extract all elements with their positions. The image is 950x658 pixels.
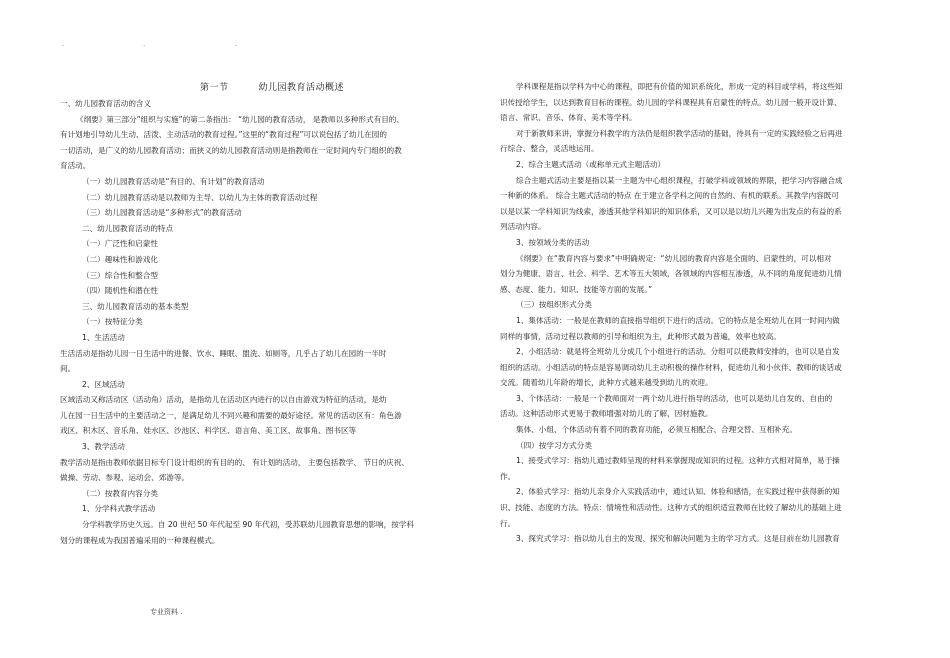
header-mark: . (62, 40, 65, 48)
text-line: 教学活动是指由教师依据目标专门设计组织的有目的的、 有计划的活动， 主要包括教学、 节日的庆祝、 (60, 457, 409, 467)
text-line: 三、幼儿园教育活动的基本类型 (82, 301, 189, 311)
text-line: 感、态度、能力、知识、技能等方面的发展。” (500, 284, 653, 294)
text-line: 行综合、整合，灵活地运用。 (500, 144, 599, 154)
text-line: （三）综合性和整合型 (82, 270, 158, 280)
text-line: （一）幼儿园教育活动是“有目的、有计划”的教育活动 (82, 176, 265, 186)
text-line: 儿在园一日生活中的主要活动之一，是满足幼儿不同兴趣和需要的最好途径。常见的活动区有：角色游 (60, 410, 402, 420)
text-line: 识、技能、态度的方法。特点：情境性和活动性。这种方式的组织适宜教师在比较了解幼儿的基础上进 (500, 503, 842, 513)
text-line: （三）幼儿园教育活动是“多种形式”的教育活动 (82, 208, 242, 218)
text-line: 作。 (500, 471, 516, 481)
text-line: 3、个体活动：一般是一个教师面对一两个幼儿进行指导的活动，也可以是幼儿自发的、自由的 (516, 393, 833, 403)
text-line: 对于新教师来讲，掌握分科教学的方法仍是组织教学活动的基础，待具有一定的实践经验之后再进 (516, 128, 843, 138)
text-line: （三）按组织形式分类 (516, 300, 592, 310)
text-line: 1、生活活动 (82, 332, 125, 342)
text-line: 2、综合主题式活动（或称单元式主题活动） (516, 159, 666, 169)
text-line: 综合主题式活动主要是指以某一主题为中心组织课程，打破学科或领域的界限，把学习内容融合成 (516, 175, 843, 185)
text-line: 戏区、积木区、音乐角、娃水区、沙池区、科学区、语言角、美工区、故事角、图书区等 (60, 426, 357, 436)
text-line: 3、按领域分类的活动 (516, 237, 590, 247)
left-column (60, 96, 480, 548)
text-line: 2、区域活动 (82, 379, 125, 389)
section-number: 第一节 (200, 83, 229, 93)
text-line: 集体、小组、个体活动有着不同的教育功能，必须互相配合、合理交替、互相补充。 (516, 425, 797, 435)
text-line: （二）趣味性和游戏化 (82, 254, 158, 264)
text-line: 2、体验式学习：指幼儿亲身介入实践活动中，通过认知、体验和感悟，在实践过程中获得新的知 (516, 487, 840, 497)
text-line: 《纲要》第三部分“组织与实施”的第二条指出： “幼儿园的教育活动， 是教师以多种形式有目的、 (76, 114, 404, 124)
text-line: 育活动。 (60, 161, 91, 171)
text-line: 划分为健康、语言、社会、科学、艺术等五大领域，各领域的内容相互渗透，从不同的角度促进幼儿情 (500, 269, 842, 279)
right-column (500, 79, 850, 547)
text-line: 识传授给学生，以达到教育目标的课程。幼儿园的学科课程具有启蒙性的特点。幼儿园一般开设计算、 (500, 97, 842, 107)
text-line: （二）按教育内容分类 (82, 488, 158, 498)
header-mark: . (143, 40, 146, 48)
text-line: 语言、常识、音乐、体育、美术等学科。 (500, 113, 637, 123)
text-line: 活动。这种活动形式更易于教师增强对幼儿的了解，因材施教。 (500, 409, 713, 419)
text-line: 做操、劳动、参观、运动会、郊游等。 (60, 473, 190, 483)
text-line: 有计划地引导幼儿生动、活泼、主动活动的教育过程。”这里的“教育过程”可以说包括了幼儿在园的 (60, 130, 387, 140)
text-line: 行。 (500, 518, 516, 528)
text-line: 分学科教学历史久远。自 20 世纪 50 年代起至 90 年代初，受苏联幼儿园教育思想的影响，按学科 (82, 520, 415, 530)
text-line: 生活活动是指幼儿园一日生活中的进餐、饮水、睡眠、盥洗、如厕等，几乎占了幼儿在园的一半时 (60, 348, 387, 358)
text-line: 1、分学科式教学活动 (82, 504, 156, 514)
text-line: 一、幼儿园教育活动的含义 (60, 99, 152, 108)
footer-text: 专业资料 . (150, 608, 183, 616)
text-line: 组织的活动。小组活动的特点是容易调动幼儿主动积极的操作材料，促进幼儿和小伙伴、教师的谈话或 (500, 362, 842, 372)
text-line: （一）按特征分类 (82, 317, 143, 327)
text-line: 列活动内容。 (500, 222, 546, 232)
text-line: （四）按学习方式分类 (516, 440, 592, 450)
text-line: 划分的课程成为我国普遍采用的一种课程模式。 (60, 535, 220, 545)
text-line: 一切活动，是广义的幼儿园教育活动；而狭义的幼儿园教育活动则是指教师在一定时间内专门组织的教 (60, 145, 402, 155)
text-line: 以是以某一学科知识为线索，渗透其他学科知识的知识体系，又可以是以幼儿兴趣为出发点的有益的系 (500, 206, 842, 216)
text-line: 1、集体活动：一般是在教师的直接指导组织下进行的活动。它的特点是全班幼儿在同一时间内做 (516, 315, 840, 325)
text-line: 2、小组活动：就是将全班幼儿分成几个小组进行的活动。分组可以使教师安排的，也可以是自发 (516, 347, 840, 357)
text-line: （一）广泛性和启蒙性 (82, 239, 158, 249)
text-line: 区域活动又称活动区（活动角）活动，是指幼儿在活动区内进行的以自由游戏为特征的活动，是幼 (60, 395, 387, 405)
text-line: 3、教学活动 (82, 442, 125, 452)
text-line: （二）幼儿园教育活动是以教师为主导、以幼儿为主体的教育活动过程 (82, 192, 318, 202)
header-mark: . (235, 40, 238, 48)
section-title (200, 80, 344, 93)
text-line: （四）随机性和潜在性 (82, 286, 158, 296)
text-line: 1、接受式学习：指幼儿通过教师呈现的材料来掌握现成知识的过程。这种方式相对简单，易于操 (516, 456, 840, 466)
text-line: 间。 (60, 364, 76, 374)
text-line: 同样的事情，活动过程以教师的引导和组织为主，此种形式最为普遍，效率也较高。 (500, 331, 781, 341)
text-line: 二、幼儿园教育活动的特点 (82, 223, 174, 233)
section-name: 幼儿园教育活动概述 (258, 83, 345, 93)
text-line: 《纲要》在“教育内容与要求”中明确规定：“幼儿园的教育内容是全面的、启蒙性的，可以相对 (516, 253, 832, 263)
text-line: 一种新的体系。 综合主题式活动的特点 在于建立各学科之间的自然的、有机的联系。其教学内容既可 (500, 191, 839, 201)
text-line: 交流。随着幼儿年龄的增长，此种方式越来越受到幼儿的欢迎。 (500, 378, 713, 388)
text-line: 3、探究式学习：指以幼儿自主的发现、探究和解决问题为主的学习方式。这是目前在幼儿园教育 (516, 534, 840, 544)
text-line: 学科课程是指以学科为中心的课程，即把有价值的知识系统化，形成一定的科目或学科，将这些知 (516, 82, 843, 91)
